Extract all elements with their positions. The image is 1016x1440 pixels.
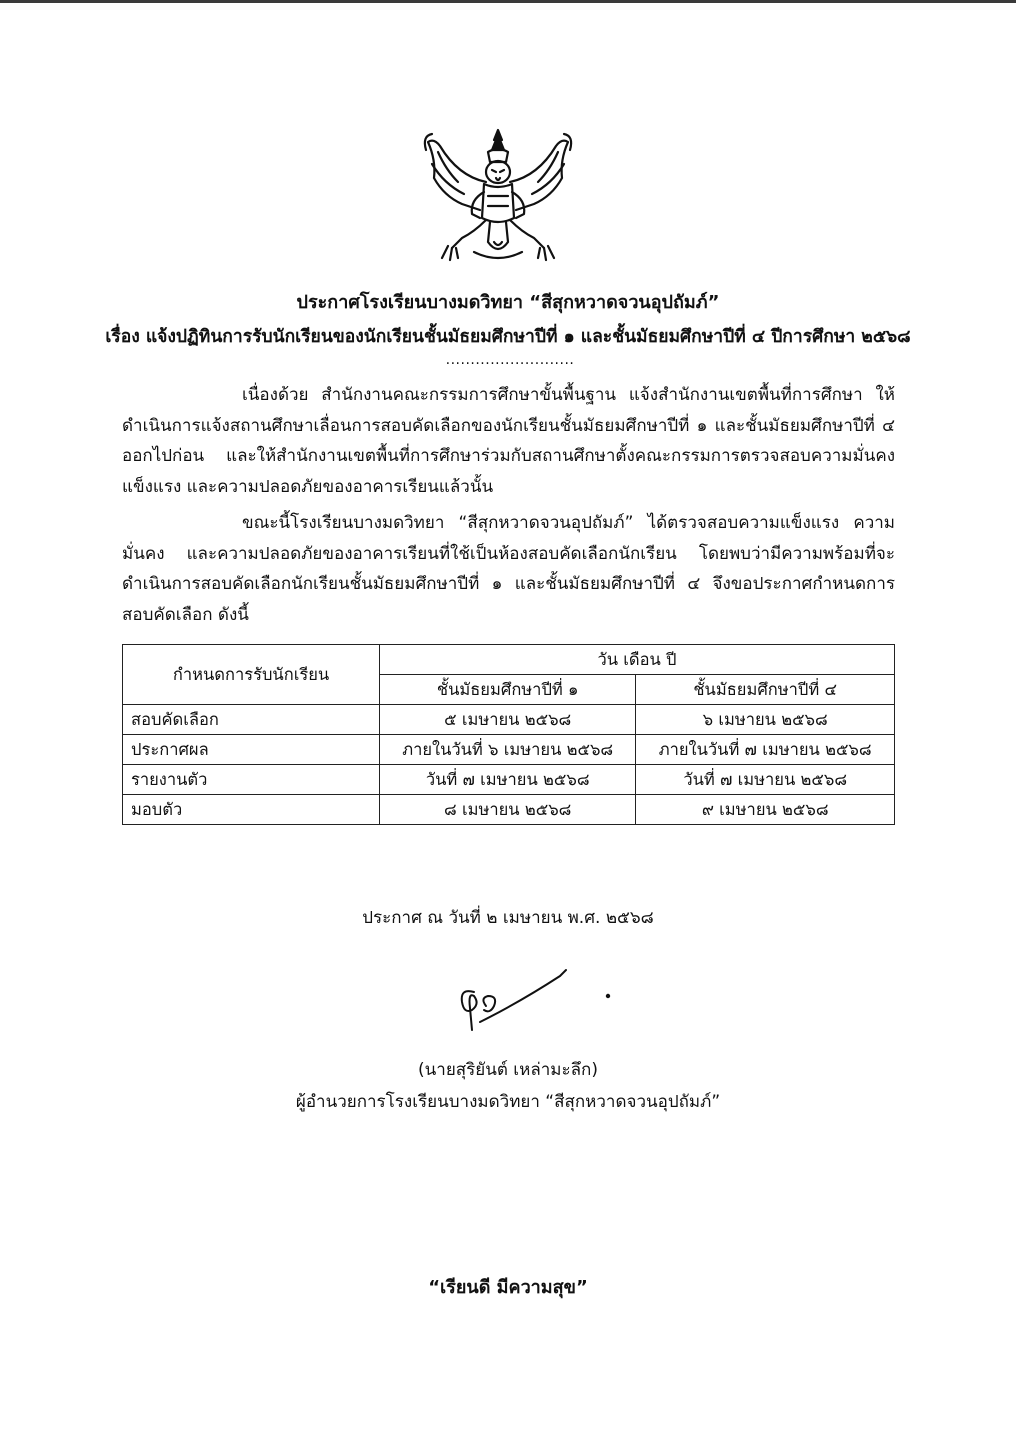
table-header-row bbox=[123, 645, 895, 675]
signature-icon bbox=[450, 958, 620, 1040]
row-label: ประกาศผล bbox=[123, 735, 380, 765]
table-row bbox=[123, 735, 895, 765]
cell-m4: ภายในวันที่ ๗ เมษายน ๒๕๖๘ bbox=[636, 735, 895, 765]
announcement-date: ประกาศ ณ วันที่ ๒ เมษายน พ.ศ. ๒๕๖๘ bbox=[362, 908, 654, 928]
cell-m4: วันที่ ๗ เมษายน ๒๕๖๘ bbox=[636, 765, 895, 795]
row-label: มอบตัว bbox=[123, 795, 380, 825]
cell-m1: วันที่ ๗ เมษายน ๒๕๖๘ bbox=[380, 765, 636, 795]
signer-title: ผู้อำนวยการโรงเรียนบางมดวิทยา “สีสุกหวาดจวนอุปถัมภ์” bbox=[295, 1092, 721, 1112]
cell-m1: ภายในวันที่ ๖ เมษายน ๒๕๖๘ bbox=[380, 735, 636, 765]
cell-m4: ๖ เมษายน ๒๕๖๘ bbox=[636, 705, 895, 735]
cell-m4: ๙ เมษายน ๒๕๖๘ bbox=[636, 795, 895, 825]
row-label: สอบคัดเลือก bbox=[123, 705, 380, 735]
table-row bbox=[123, 795, 895, 825]
table-row bbox=[123, 765, 895, 795]
group-header-date: วัน เดือน ปี bbox=[380, 645, 895, 675]
paragraph-announcement: ขณะนี้โรงเรียนบางมดวิทยา “สีสุกหวาดจวนอุปถัมภ์” ได้ตรวจสอบความแข็งแรง ความมั่นคง และความปลอดภัยของอาคารเรียนที่ใช้เป็นห้องสอบคัดเลือกนักเรียน โดยพบว่ามีความพร้อมที่จะดำเนินการสอบคัดเลือกนักเรียนชั้นมัธยมศึกษาปีที่ ๑ และชั้นมัธยมศึกษาปีที่ ๔ จึงขอประกาศกำหนดการสอบคัดเลือก ดังนี้ bbox=[122, 513, 895, 625]
column-header-m4: ชั้นมัธยมศึกษาปีที่ ๔ bbox=[636, 675, 895, 705]
column-header-m1: ชั้นมัธยมศึกษาปีที่ ๑ bbox=[380, 675, 636, 705]
garuda-emblem-icon bbox=[418, 126, 578, 266]
paragraph-background: เนื่องด้วย สำนักงานคณะกรรมการศึกษาขั้นพื้นฐาน แจ้งสำนักงานเขตพื้นที่การศึกษา ให้ดำเนินการแจ้งสถานศึกษาเลื่อนการสอบคัดเลือกของนักเรียนชั้นมัธยมศึกษาปีที่ ๑ และชั้นมัธยมศึกษาปีที่ ๔ ออกไปก่อน และให้สำนักงานเขตพื้นที่การศึกษาร่วมกับสถานศึกษาตั้งคณะกรรมการตรวจสอบความมั่นคง แข็งแรง และความปลอดภัยของอาคารเรียนแล้วนั้น bbox=[122, 385, 895, 497]
announcement-subject: เรื่อง แจ้งปฏิทินการรับนักเรียนของนักเรียนชั้นมัธยมศึกษาปีที่ ๑ และชั้นมัธยมศึกษาปีที่ ๔ ปีการศึกษา ๒๕๖๘ bbox=[105, 327, 911, 347]
row-label: รายงานตัว bbox=[123, 765, 380, 795]
cell-m1: ๘ เมษายน ๒๕๖๘ bbox=[380, 795, 636, 825]
school-motto: “เรียนดี มีความสุข” bbox=[428, 1277, 588, 1298]
admission-schedule-table bbox=[122, 644, 895, 825]
announcement-title: ประกาศโรงเรียนบางมดวิทยา “สีสุกหวาดจวนอุปถัมภ์” bbox=[296, 292, 720, 313]
row-header-schedule: กำหนดการรับนักเรียน bbox=[123, 645, 380, 705]
top-border-line bbox=[0, 0, 1016, 3]
signer-name: (นายสุริยันต์ เหล่ามะลึก) bbox=[418, 1060, 598, 1080]
cell-m1: ๕ เมษายน ๒๕๖๘ bbox=[380, 705, 636, 735]
separator-dots: .......................... bbox=[445, 352, 575, 368]
table-row bbox=[123, 705, 895, 735]
